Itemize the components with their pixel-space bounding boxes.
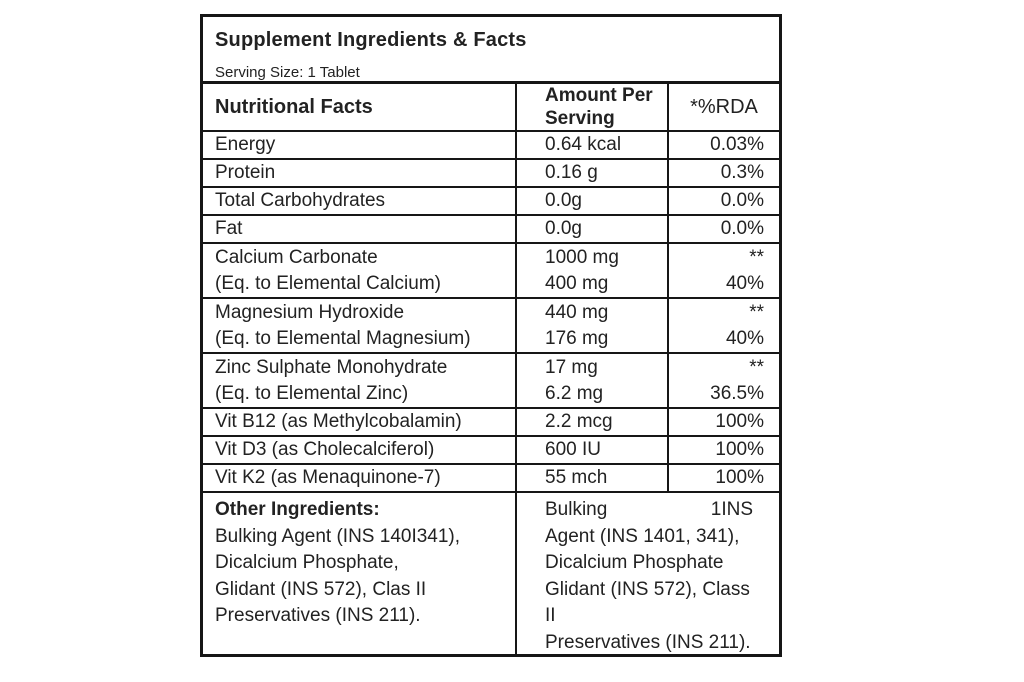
other-ingredients-line: Dicalcium Phosphate <box>545 552 724 573</box>
rda-value: 0.3% <box>667 160 779 186</box>
rda-value: ** <box>749 357 764 378</box>
amount-value: 17 mg <box>545 357 598 378</box>
rda-cell <box>667 299 779 352</box>
amount-value: 55 mch <box>515 465 667 491</box>
table-title: Supplement Ingredients & Facts <box>215 29 527 51</box>
serving-size: Serving Size: 1 Tablet <box>215 64 360 81</box>
table-row <box>203 242 779 297</box>
rda-cell <box>667 354 779 407</box>
amount-value-line2: 400 mg <box>545 273 609 294</box>
table-header-row <box>203 81 779 130</box>
other-ingredients-line: Preservatives (INS 211). <box>545 631 751 653</box>
rda-value: 100% <box>667 465 779 491</box>
table-row <box>203 130 779 158</box>
rda-value: ** <box>749 247 764 268</box>
other-ingredients-line: Dicalcium Phosphate, <box>215 552 399 573</box>
table-row <box>203 352 779 407</box>
amount-value: 0.0g <box>515 216 667 242</box>
other-ingredients-right <box>515 493 779 656</box>
table-row <box>203 158 779 186</box>
other-ingredients-line: Agent (INS 1401, 341), <box>545 525 740 547</box>
rda-value: 0.03% <box>667 132 779 158</box>
other-ingredients-left <box>203 493 515 656</box>
amount-value: 0.0g <box>515 188 667 214</box>
nutrient-name-line2: (Eq. to Elemental Calcium) <box>215 273 441 294</box>
amount-value: 1000 mg <box>545 247 619 268</box>
nutrient-name: Protein <box>215 162 276 183</box>
table-row <box>203 186 779 214</box>
title-section <box>203 17 779 81</box>
col-header-rda: *%RDA <box>667 84 779 130</box>
nutrient-name: Energy <box>215 134 276 155</box>
other-ingredients-section <box>203 491 779 656</box>
rda-value-line2: 36.5% <box>710 383 764 404</box>
amount-value: 0.64 kcal <box>515 132 667 158</box>
rda-value: 0.0% <box>667 188 779 214</box>
amount-value-line2: 6.2 mg <box>545 383 604 404</box>
nutrient-name-line2: (Eq. to Elemental Magnesium) <box>215 328 471 349</box>
rda-value: ** <box>749 302 764 323</box>
amount-value: 0.16 g <box>515 160 667 186</box>
table-row <box>203 214 779 242</box>
col-header-amount-per-serving: Amount Per Serving <box>515 84 667 130</box>
amount-cell <box>515 299 667 352</box>
nutrient-name: Zinc Sulphate Monohydrate <box>215 357 448 378</box>
nutrient-name: Calcium Carbonate <box>215 247 378 268</box>
other-ingredients-heading: Other Ingredients: <box>215 499 380 520</box>
amount-value: 440 mg <box>545 302 609 323</box>
nutrient-name-cell <box>203 244 515 297</box>
other-ingredients-line: Preservatives (INS 211). <box>215 605 421 626</box>
nutrient-name: Total Carbohydrates <box>215 190 386 211</box>
supplement-facts-table <box>200 14 782 657</box>
other-ingredients-line: Glidant (INS 572), Clas II <box>215 578 427 600</box>
rda-value: 100% <box>667 437 779 463</box>
amount-cell <box>515 244 667 297</box>
nutrient-name: Vit D3 (as Cholecalciferol) <box>215 439 435 460</box>
nutrient-name-cell <box>203 299 515 352</box>
amount-value: 2.2 mcg <box>515 409 667 435</box>
other-ingredients-line <box>545 497 753 524</box>
table-row <box>203 463 779 491</box>
other-ingredients-line-right: 1INS <box>710 499 753 520</box>
nutrient-name: Vit B12 (as Methylcobalamin) <box>215 411 462 432</box>
rda-value: 100% <box>667 409 779 435</box>
amount-value-line2: 176 mg <box>545 328 609 349</box>
rda-value-line2: 40% <box>725 328 764 349</box>
other-ingredients-line-left: Bulking <box>545 499 608 520</box>
rda-value: 0.0% <box>667 216 779 242</box>
nutrient-name: Magnesium Hydroxide <box>215 302 405 323</box>
rda-cell <box>667 244 779 297</box>
nutrient-name: Vit K2 (as Menaquinone-7) <box>215 467 441 488</box>
amount-value: 600 IU <box>515 437 667 463</box>
rda-value-line2: 40% <box>725 273 764 294</box>
other-ingredients-line: Glidant (INS 572), Class II <box>545 578 750 626</box>
table-row <box>203 297 779 352</box>
amount-cell <box>515 354 667 407</box>
table-row <box>203 407 779 435</box>
table-row <box>203 435 779 463</box>
col-header-nutritional-facts: Nutritional Facts <box>215 95 373 118</box>
other-ingredients-line: Bulking Agent (INS 140I341), <box>215 525 461 547</box>
nutrient-name: Fat <box>215 218 243 239</box>
nutrient-name-line2: (Eq. to Elemental Zinc) <box>215 383 409 404</box>
nutrient-name-cell <box>203 354 515 407</box>
